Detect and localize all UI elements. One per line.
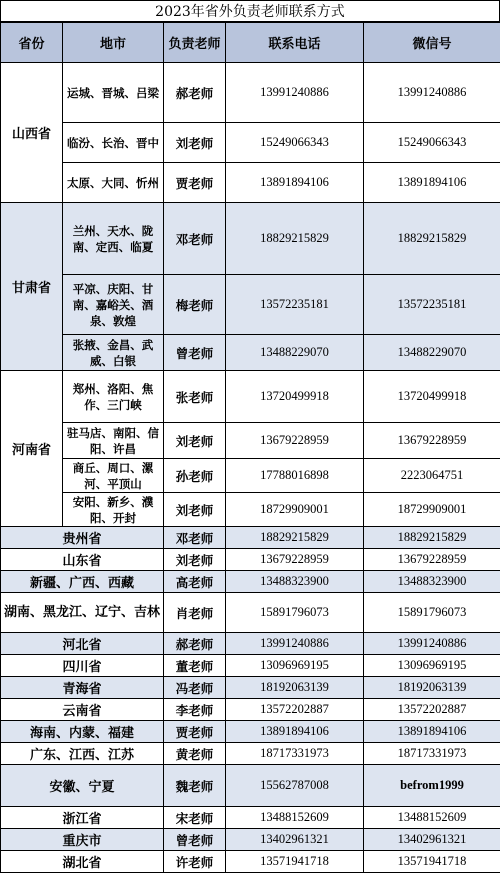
phone-cell: 18729909001 bbox=[226, 493, 364, 527]
teacher-cell: 梅老师 bbox=[164, 275, 226, 335]
region-cell: 云南省 bbox=[1, 699, 164, 721]
table-row bbox=[1, 203, 500, 275]
table-row bbox=[1, 549, 500, 571]
teacher-cell: 曾老师 bbox=[164, 335, 226, 371]
phone-cell: 15249066343 bbox=[226, 123, 364, 163]
phone-cell: 15562787008 bbox=[226, 765, 364, 807]
table-row bbox=[1, 123, 500, 163]
wechat-cell: 18192063139 bbox=[364, 677, 500, 699]
province-cell: 河南省 bbox=[1, 371, 63, 527]
table-row bbox=[1, 459, 500, 493]
teacher-cell: 李老师 bbox=[164, 699, 226, 721]
phone-cell: 13720499918 bbox=[226, 371, 364, 423]
teacher-cell: 冯老师 bbox=[164, 677, 226, 699]
phone-cell: 13571941718 bbox=[226, 851, 364, 873]
wechat-cell: befrom1999 bbox=[364, 765, 500, 807]
phone-cell: 15891796073 bbox=[226, 593, 364, 633]
header-phone: 联系电话 bbox=[226, 23, 364, 63]
wechat-cell: 18829215829 bbox=[364, 527, 500, 549]
table-row bbox=[1, 527, 500, 549]
teacher-cell: 张老师 bbox=[164, 371, 226, 423]
table-row bbox=[1, 423, 500, 459]
wechat-cell: 13679228959 bbox=[364, 549, 500, 571]
city-cell: 临汾、长治、晋中 bbox=[63, 123, 164, 163]
header-row bbox=[1, 23, 500, 63]
phone-cell: 13488229070 bbox=[226, 335, 364, 371]
phone-cell: 17788016898 bbox=[226, 459, 364, 493]
table-row bbox=[1, 807, 500, 829]
phone-cell: 18829215829 bbox=[226, 203, 364, 275]
wechat-cell: 13679228959 bbox=[364, 423, 500, 459]
teacher-cell: 孙老师 bbox=[164, 459, 226, 493]
table-row bbox=[1, 677, 500, 699]
teacher-cell: 刘老师 bbox=[164, 123, 226, 163]
teacher-cell: 郝老师 bbox=[164, 63, 226, 123]
wechat-cell: 13991240886 bbox=[364, 63, 500, 123]
region-cell: 新疆、广西、西藏 bbox=[1, 571, 164, 593]
table-row bbox=[1, 743, 500, 765]
wechat-cell: 2223064751 bbox=[364, 459, 500, 493]
province-cell: 甘肃省 bbox=[1, 203, 63, 371]
table-row bbox=[1, 851, 500, 873]
teacher-cell: 曾老师 bbox=[164, 829, 226, 851]
table-row bbox=[1, 721, 500, 743]
city-cell: 兰州、天水、陇南、定西、临夏 bbox=[63, 203, 164, 275]
wechat-cell: 13488229070 bbox=[364, 335, 500, 371]
wechat-cell: 13572235181 bbox=[364, 275, 500, 335]
header-city: 地市 bbox=[63, 23, 164, 63]
table-row bbox=[1, 765, 500, 807]
table-row bbox=[1, 571, 500, 593]
teacher-cell: 肖老师 bbox=[164, 593, 226, 633]
phone-cell: 13679228959 bbox=[226, 423, 364, 459]
table-row bbox=[1, 63, 500, 123]
header-teacher: 负责老师 bbox=[164, 23, 226, 63]
region-cell: 青海省 bbox=[1, 677, 164, 699]
phone-cell: 13991240886 bbox=[226, 633, 364, 655]
province-cell: 山西省 bbox=[1, 63, 63, 203]
wechat-cell: 13096969195 bbox=[364, 655, 500, 677]
wechat-cell: 18829215829 bbox=[364, 203, 500, 275]
teacher-cell: 魏老师 bbox=[164, 765, 226, 807]
contact-table bbox=[0, 22, 500, 873]
table-row bbox=[1, 829, 500, 851]
phone-cell: 13991240886 bbox=[226, 63, 364, 123]
teacher-cell: 刘老师 bbox=[164, 549, 226, 571]
wechat-cell: 15249066343 bbox=[364, 123, 500, 163]
city-cell: 运城、晋城、吕梁 bbox=[63, 63, 164, 123]
wechat-cell: 13720499918 bbox=[364, 371, 500, 423]
wechat-cell: 13891894106 bbox=[364, 163, 500, 203]
teacher-cell: 董老师 bbox=[164, 655, 226, 677]
header-wechat: 微信号 bbox=[364, 23, 500, 63]
phone-cell: 13679228959 bbox=[226, 549, 364, 571]
region-cell: 浙江省 bbox=[1, 807, 164, 829]
region-cell: 安徽、宁夏 bbox=[1, 765, 164, 807]
phone-cell: 13891894106 bbox=[226, 721, 364, 743]
phone-cell: 18192063139 bbox=[226, 677, 364, 699]
city-cell: 商丘、周口、漯河、平顶山 bbox=[63, 459, 164, 493]
table-row bbox=[1, 371, 500, 423]
teacher-cell: 刘老师 bbox=[164, 493, 226, 527]
wechat-cell: 18717331973 bbox=[364, 743, 500, 765]
table-row bbox=[1, 655, 500, 677]
city-cell: 郑州、洛阳、焦作、三门峡 bbox=[63, 371, 164, 423]
table-row bbox=[1, 335, 500, 371]
table-row bbox=[1, 493, 500, 527]
region-cell: 贵州省 bbox=[1, 527, 164, 549]
region-cell: 山东省 bbox=[1, 549, 164, 571]
wechat-cell: 13488152609 bbox=[364, 807, 500, 829]
teacher-cell: 宋老师 bbox=[164, 807, 226, 829]
teacher-cell: 贾老师 bbox=[164, 721, 226, 743]
city-cell: 驻马店、南阳、信阳、许昌 bbox=[63, 423, 164, 459]
teacher-cell: 贾老师 bbox=[164, 163, 226, 203]
region-cell: 海南、内蒙、福建 bbox=[1, 721, 164, 743]
table-row bbox=[1, 699, 500, 721]
teacher-cell: 黄老师 bbox=[164, 743, 226, 765]
phone-cell: 13572235181 bbox=[226, 275, 364, 335]
wechat-cell: 15891796073 bbox=[364, 593, 500, 633]
table-row bbox=[1, 275, 500, 335]
table-row bbox=[1, 163, 500, 203]
wechat-cell: 13572202887 bbox=[364, 699, 500, 721]
phone-cell: 13572202887 bbox=[226, 699, 364, 721]
city-cell: 平凉、庆阳、甘南、嘉峪关、酒泉、敦煌 bbox=[63, 275, 164, 335]
wechat-cell: 13891894106 bbox=[364, 721, 500, 743]
region-cell: 湖北省 bbox=[1, 851, 164, 873]
wechat-cell: 13991240886 bbox=[364, 633, 500, 655]
teacher-cell: 邓老师 bbox=[164, 203, 226, 275]
phone-cell: 13402961321 bbox=[226, 829, 364, 851]
city-cell: 张掖、金昌、武威、白银 bbox=[63, 335, 164, 371]
phone-cell: 13891894106 bbox=[226, 163, 364, 203]
phone-cell: 18717331973 bbox=[226, 743, 364, 765]
teacher-cell: 邓老师 bbox=[164, 527, 226, 549]
table-row bbox=[1, 633, 500, 655]
region-cell: 湖南、黑龙江、辽宁、吉林 bbox=[1, 593, 164, 633]
page-title: 2023年省外负责老师联系方式 bbox=[0, 0, 500, 22]
phone-cell: 13096969195 bbox=[226, 655, 364, 677]
region-cell: 重庆市 bbox=[1, 829, 164, 851]
teacher-cell: 高老师 bbox=[164, 571, 226, 593]
region-cell: 广东、江西、江苏 bbox=[1, 743, 164, 765]
phone-cell: 18829215829 bbox=[226, 527, 364, 549]
teacher-cell: 刘老师 bbox=[164, 423, 226, 459]
city-cell: 太原、大同、忻州 bbox=[63, 163, 164, 203]
teacher-cell: 许老师 bbox=[164, 851, 226, 873]
wechat-cell: 18729909001 bbox=[364, 493, 500, 527]
wechat-cell: 13571941718 bbox=[364, 851, 500, 873]
header-province: 省份 bbox=[1, 23, 63, 63]
wechat-cell: 13402961321 bbox=[364, 829, 500, 851]
region-cell: 四川省 bbox=[1, 655, 164, 677]
wechat-cell: 13488323900 bbox=[364, 571, 500, 593]
teacher-cell: 郝老师 bbox=[164, 633, 226, 655]
region-cell: 河北省 bbox=[1, 633, 164, 655]
phone-cell: 13488152609 bbox=[226, 807, 364, 829]
table-row bbox=[1, 593, 500, 633]
city-cell: 安阳、新乡、濮阳、开封 bbox=[63, 493, 164, 527]
phone-cell: 13488323900 bbox=[226, 571, 364, 593]
